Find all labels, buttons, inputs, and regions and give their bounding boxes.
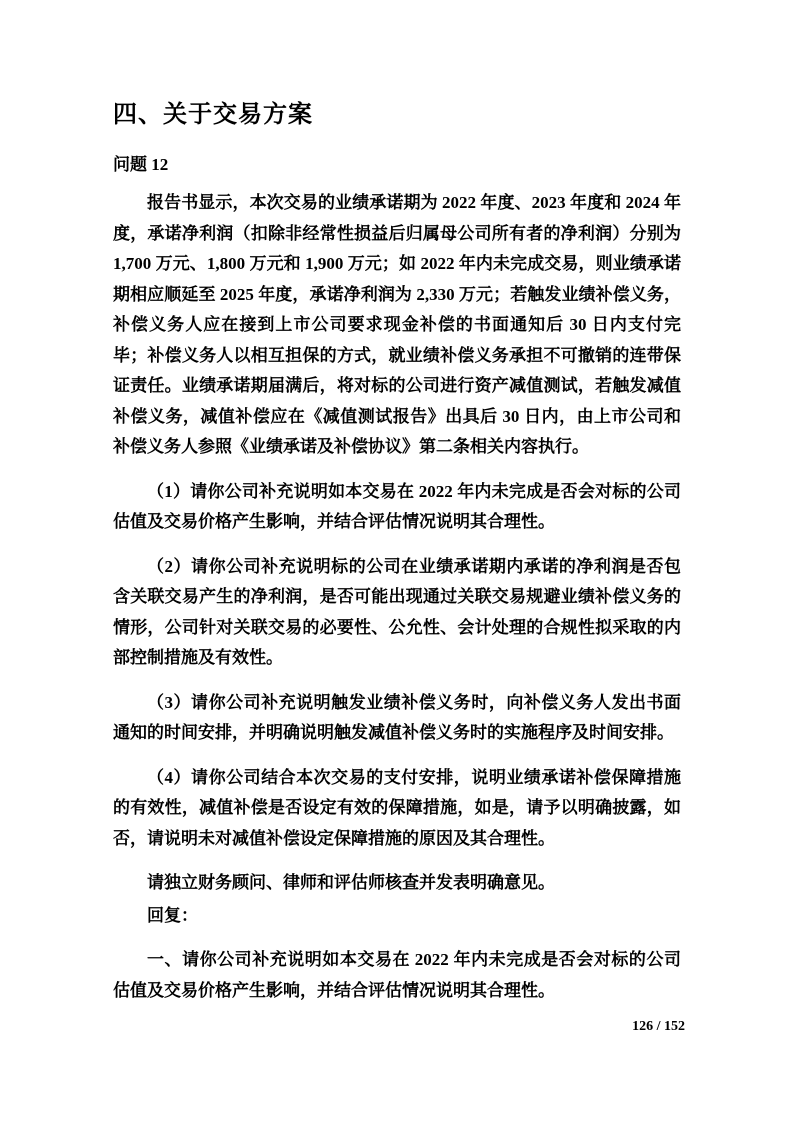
paragraph: （3）请你公司补充说明触发业绩补偿义务时，向补偿义务人发出书面通知的时间安排，并明确说明触发减值补偿义务时的实施程序及时间安排。 (113, 692, 681, 742)
page-number: 126 / 152 (632, 1019, 685, 1034)
document-body (113, 188, 681, 1006)
paragraph: （2）请你公司补充说明标的公司在业绩承诺期内承诺的净利润是否包含关联交易产生的净利润，是否可能出现通过关联交易规避业绩补偿义务的情形，公司针对关联交易的必要性、公允性、会计处理的合规性拟采取的内部控制措施及有效性。 (113, 556, 681, 667)
paragraph: 一、请你公司补充说明如本交易在 2022 年内未完成是否会对标的公司估值及交易价格产生影响，并结合评估情况说明其合理性。 (113, 950, 681, 1000)
paragraph: 回复： (147, 905, 198, 925)
paragraph: （1）请你公司补充说明如本交易在 2022 年内未完成是否会对标的公司估值及交易价格产生影响，并结合评估情况说明其合理性。 (113, 481, 681, 531)
question-label: 问题 12 (113, 155, 169, 174)
section-title: 四、关于交易方案 (113, 102, 313, 128)
paragraph: （4）请你公司结合本次交易的支付安排，说明业绩承诺补偿保障措施的有效性，减值补偿是否设定有效的保障措施，如是，请予以明确披露，如否，请说明未对减值补偿设定保障措施的原因及其合理性。 (113, 767, 681, 848)
paragraph: 报告书显示，本次交易的业绩承诺期为 2022 年度、2023 年度和 2024 年度，承诺净利润（扣除非经常性损益后归属母公司所有者的净利润）分别为 1,700 万元、1,800 万元和 1,900 万元；如 2022 年内未完成交易，则业绩承诺期相应顺延至 2025 年度，承诺净利润为 2,330 万元；若触发业绩补偿义务，补偿义务人应在接到上市公司要求现金补偿的书面通知后 30 日内支付完毕；补偿义务人以相互担保的方式，就业绩补偿义务承担不可撤销的连带保证责任。业绩承诺期届满后，将对标的公司进行资产减值测试，若触发减值补偿义务，减值补偿应在《减值测试报告》出具后 30 日内，由上市公司和补偿义务人参照《业绩承诺及补偿协议》第二条相关内容执行。 (113, 193, 681, 456)
paragraph: 请独立财务顾问、律师和评估师核查并发表明确意见。 (147, 873, 555, 892)
